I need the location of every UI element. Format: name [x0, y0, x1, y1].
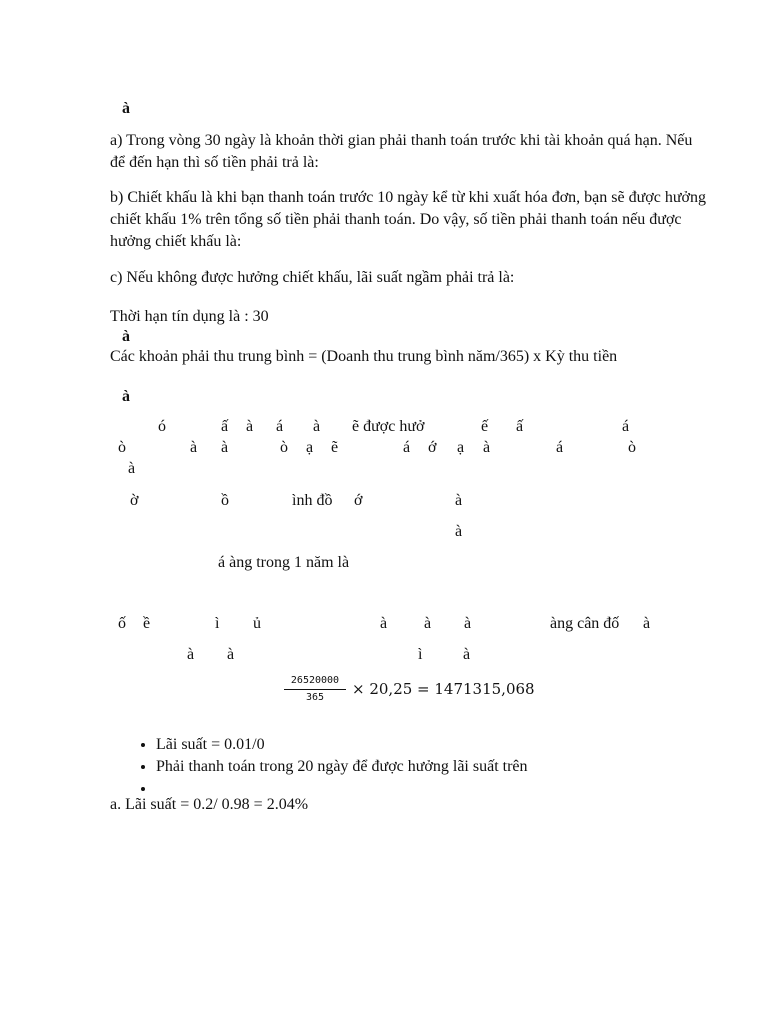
fragment: ố — [118, 615, 126, 632]
fragment: á — [276, 418, 284, 435]
fragment: ạ — [457, 439, 465, 456]
fragment: ớ — [428, 439, 437, 456]
list-item: • Phải thanh toán trong 20 ngày để được hưởng lãi suất trên — [156, 756, 528, 778]
receivables-formula: Các khoản phải thu trung bình = (Doanh thu trung bình năm/365) x Kỳ thu tiền — [110, 348, 618, 365]
fragment: à — [455, 523, 463, 540]
fragment: ạ — [306, 439, 314, 456]
credit-term: Thời hạn tín dụng là : 30 — [110, 308, 269, 325]
fragment: à — [483, 439, 491, 456]
fragment: ẽ — [331, 439, 339, 456]
bullet-list — [110, 734, 528, 800]
fragment: à — [313, 418, 321, 435]
credit-char: à — [122, 328, 130, 345]
fragment: ình đồ — [292, 492, 333, 509]
fragment: ó — [158, 418, 166, 435]
fragment: ủ — [253, 615, 261, 632]
fragment: á — [556, 439, 564, 456]
fragment: ẽ được hưở — [352, 418, 425, 435]
fragment: ế — [481, 418, 489, 435]
fraction-bar — [284, 689, 346, 690]
fragment: àng cân đố — [550, 615, 620, 632]
fragment: à — [424, 615, 432, 632]
formula-fraction — [284, 675, 346, 704]
fragment: ề — [143, 615, 151, 632]
fragment: à — [187, 646, 195, 663]
fragment: ò — [118, 439, 126, 456]
fragment: ờ — [130, 492, 139, 509]
fragment: á — [622, 418, 630, 435]
paragraph-a: a) Trong vòng 30 ngày là khoản thời gian phải thanh toán trước khi tài khoản quá hạn. Nếu để đến hạn thì số tiền phải trả là: — [110, 132, 693, 171]
paragraph-b: b) Chiết khấu là khi bạn thanh toán trước 10 ngày kể từ khi xuất hóa đơn, bạn sẽ được hưởng chiết khấu 1% trên tổng số tiền phải thanh toán. Do vậy, số tiền phải thanh toán nếu được hưởng chiết khấu là: — [110, 189, 706, 250]
fragment: á — [403, 439, 411, 456]
fragment: à — [643, 615, 651, 632]
formula-numerator: 26520000 — [290, 675, 340, 686]
fragment: ò — [628, 439, 636, 456]
header-char: à — [122, 100, 130, 117]
fragment: à — [227, 646, 235, 663]
fragment: à — [190, 439, 198, 456]
final-interest-line: a. Lãi suất = 0.2/ 0.98 = 2.04% — [110, 796, 309, 813]
fragment: à — [246, 418, 254, 435]
fragment: ò — [280, 439, 288, 456]
fragment-bold: à — [122, 388, 130, 405]
fragment: ớ — [354, 492, 363, 509]
fragment: á àng trong 1 năm là — [218, 554, 350, 571]
fragment: à — [464, 615, 472, 632]
fragment: à — [455, 492, 463, 509]
fragment: à — [380, 615, 388, 632]
fragment: ì — [215, 615, 220, 632]
fragment: à — [463, 646, 471, 663]
formula-result: × 20,25 = 1471315,068 — [352, 680, 535, 698]
list-item: • Lãi suất = 0.01/0 — [156, 734, 528, 756]
fragment: ì — [418, 646, 423, 663]
fragment: à — [221, 439, 229, 456]
formula-denominator: 365 — [305, 692, 325, 703]
fragment: à — [128, 460, 136, 477]
fragment: ấ — [516, 418, 524, 435]
fragment: ấ — [221, 418, 229, 435]
fragment: ồ — [221, 492, 229, 509]
paragraph-c: c) Nếu không được hưởng chiết khấu, lãi suất ngầm phải trả là: — [110, 269, 515, 286]
